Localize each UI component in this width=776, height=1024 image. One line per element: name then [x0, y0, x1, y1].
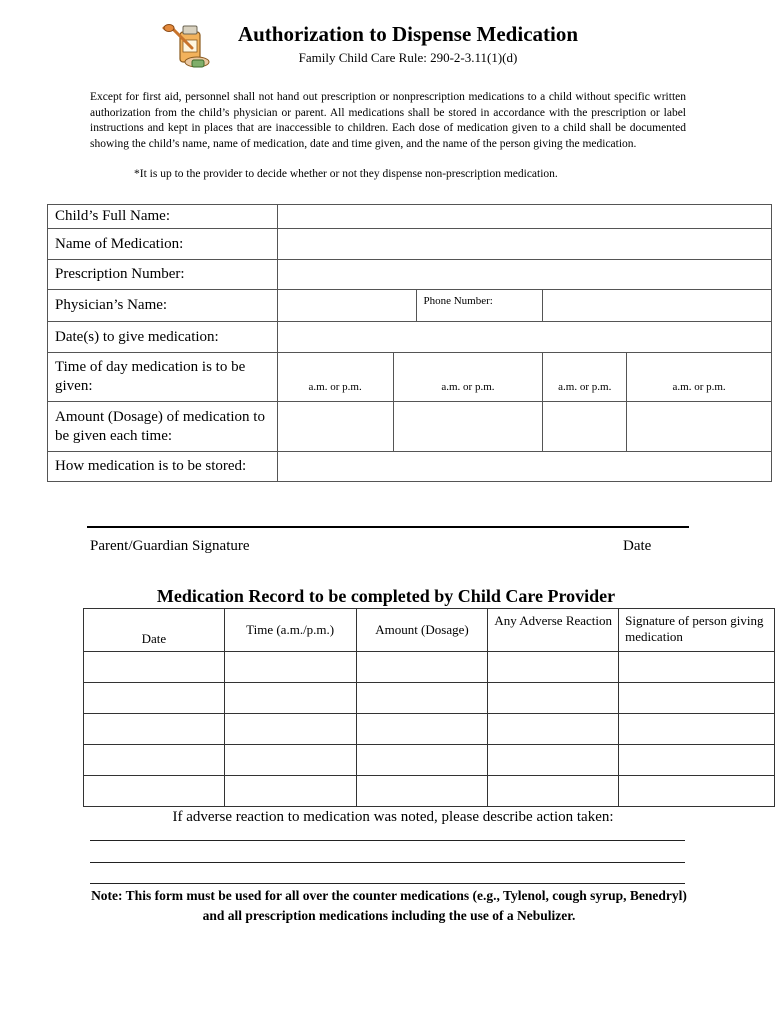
intro-paragraph: Except for first aid, personnel shall not hand out prescription or nonprescription medications to a child without specific written authorization from the child’s physician or parent. All medications shall be stored in accordance with the prescription or label instructions and kept in places that are inaccessible to children. Each dose of medication given to a child shall be documented showing the child’s name, name of medication, date and time given, and the name of the person giving the medication. [90, 91, 686, 150]
phone-number-label: Phone Number: [417, 290, 543, 322]
record-cell[interactable] [488, 652, 619, 683]
col-signature: Signature of person giving medication [619, 609, 775, 652]
record-cell[interactable] [488, 776, 619, 807]
table-row [84, 745, 775, 776]
time-slot-1[interactable]: a.m. or p.m. [277, 353, 393, 402]
dosage-field-2[interactable] [393, 402, 543, 452]
storage-field[interactable] [277, 452, 771, 482]
record-cell[interactable] [84, 714, 225, 745]
col-amount: Amount (Dosage) [356, 609, 488, 652]
dates-field[interactable] [277, 322, 771, 353]
physician-name-label: Physician’s Name: [48, 290, 278, 322]
storage-label: How medication is to be stored: [48, 452, 278, 482]
medication-record-table [83, 608, 775, 807]
record-cell[interactable] [488, 745, 619, 776]
prescription-number-field[interactable] [277, 260, 771, 290]
record-cell[interactable] [84, 683, 225, 714]
signature-line[interactable] [87, 526, 689, 528]
time-slot-3[interactable]: a.m. or p.m. [543, 353, 627, 402]
record-cell[interactable] [356, 776, 488, 807]
child-name-label: Child’s Full Name: [48, 205, 278, 229]
col-date: Date [84, 609, 225, 652]
col-time: Time (a.m./p.m.) [224, 609, 356, 652]
adverse-action-line-3[interactable] [90, 883, 685, 884]
prescription-number-label: Prescription Number: [48, 260, 278, 290]
record-cell[interactable] [84, 745, 225, 776]
signature-date-label: Date [623, 538, 652, 554]
record-cell[interactable] [356, 652, 488, 683]
record-cell[interactable] [84, 652, 225, 683]
record-cell[interactable] [224, 683, 356, 714]
page-title: Authorization to Dispense Medication [237, 22, 579, 46]
table-row [84, 714, 775, 745]
record-cell[interactable] [619, 652, 775, 683]
record-cell[interactable] [224, 714, 356, 745]
record-cell[interactable] [224, 776, 356, 807]
table-row [84, 776, 775, 807]
record-cell[interactable] [488, 714, 619, 745]
adverse-action-line-1[interactable] [90, 840, 685, 841]
dates-label: Date(s) to give medication: [48, 322, 278, 353]
medication-name-field[interactable] [277, 229, 771, 260]
time-slot-2[interactable]: a.m. or p.m. [393, 353, 543, 402]
adverse-prompt: If adverse reaction to medication was noted, please describe action taken: [172, 809, 614, 825]
time-slot-4[interactable]: a.m. or p.m. [627, 353, 772, 402]
intro-note: *It is up to the provider to decide whether or not they dispense non-prescription medication. [134, 168, 558, 180]
record-cell[interactable] [488, 683, 619, 714]
record-cell[interactable] [84, 776, 225, 807]
record-cell[interactable] [619, 714, 775, 745]
adverse-action-line-2[interactable] [90, 862, 685, 863]
record-cell[interactable] [356, 745, 488, 776]
dosage-label: Amount (Dosage) of medication to be given each time: [48, 402, 278, 452]
record-cell[interactable] [356, 714, 488, 745]
record-cell[interactable] [619, 776, 775, 807]
page-subtitle: Family Child Care Rule: 290-2-3.11(1)(d) [298, 50, 518, 65]
record-cell[interactable] [356, 683, 488, 714]
medication-name-label: Name of Medication: [48, 229, 278, 260]
record-title: Medication Record to be completed by Child Care Provider [156, 586, 616, 606]
authorization-table [47, 204, 772, 482]
record-cell[interactable] [224, 745, 356, 776]
col-adverse-reaction: Any Adverse Reaction [488, 609, 619, 652]
parent-signature-label: Parent/Guardian Signature [90, 538, 250, 554]
table-row [84, 683, 775, 714]
dosage-field-1[interactable] [277, 402, 393, 452]
physician-name-field[interactable] [277, 290, 417, 322]
table-row [84, 652, 775, 683]
record-cell[interactable] [619, 745, 775, 776]
phone-number-field[interactable] [543, 290, 772, 322]
dosage-field-4[interactable] [627, 402, 772, 452]
child-name-field[interactable] [277, 205, 771, 229]
record-cell[interactable] [619, 683, 775, 714]
record-cell[interactable] [224, 652, 356, 683]
footer-note: Note: This form must be used for all over the counter medications (e.g., Tylenol, cough syrup, Benedryl) and all prescription medications including the use of a Nebulizer. [91, 888, 687, 923]
time-of-day-label: Time of day medication is to be given: [48, 353, 278, 402]
dosage-field-3[interactable] [543, 402, 627, 452]
